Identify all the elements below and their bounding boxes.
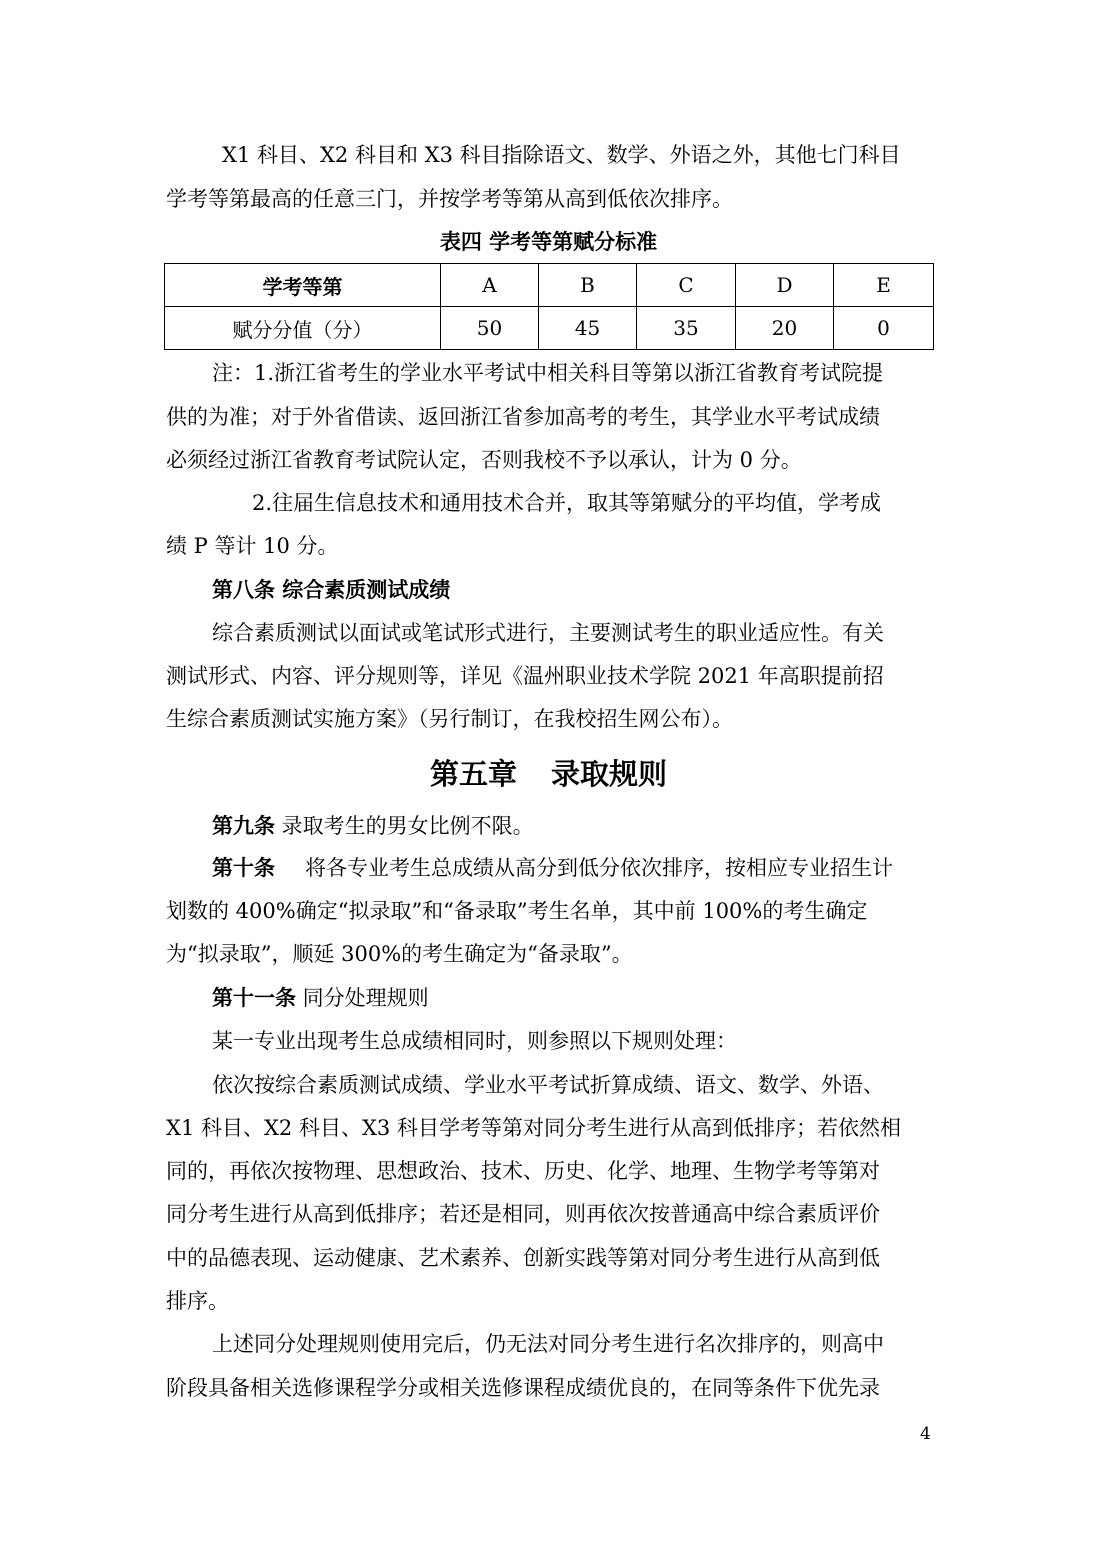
- chapter-title: 录取规则: [551, 757, 668, 791]
- article10-line3: 为“拟录取”，顺延 300%的考生确定为“备录取”。: [166, 942, 633, 966]
- article11-p2-line6: 排序。: [166, 1289, 229, 1313]
- article11-p3-line2: 阶段具备相关选修课程学分或相关选修课程成绩优良的，在同等条件下优先录: [166, 1376, 880, 1400]
- article11-p1: 某一专业出现考生总成绩相同时，则参照以下规则处理：: [212, 1029, 737, 1053]
- table-header-cell: A: [441, 264, 539, 307]
- article9-text: 录取考生的男女比例不限。: [275, 814, 534, 838]
- page-number: 4: [920, 1424, 931, 1444]
- article11-heading: [212, 983, 429, 1013]
- table-cell: 45: [539, 307, 637, 350]
- table-header-cell: 学考等第: [165, 264, 441, 307]
- para1-line1: X1 科目、X2 科目和 X3 科目指除语文、数学、外语之外，其他七门科目: [222, 143, 901, 167]
- table-header-cell: D: [736, 264, 834, 307]
- article9: [212, 811, 534, 841]
- article8-title: 第八条 综合素质测试成绩: [212, 577, 451, 602]
- article11-text: 同分处理规则: [296, 986, 429, 1010]
- note1-line3: 必须经过浙江省教育考试院认定，否则我校不予以承认，计为 0 分。: [166, 448, 802, 472]
- table-header-cell: E: [834, 264, 934, 307]
- note1-line2: 供的为准；对于外省借读、返回浙江省参加高考的考生，其学业水平考试成绩: [166, 405, 880, 429]
- article10-line1-row: [212, 853, 893, 883]
- article11-p2-line3: 同的，再依次按物理、思想政治、技术、历史、化学、地理、生物学考等第对: [166, 1159, 880, 1183]
- article11-p2-line1: 依次按综合素质测试成绩、学业水平考试折算成绩、语文、数学、外语、: [212, 1073, 884, 1097]
- article10-line1: 将各专业考生总成绩从高分到低分依次排序，按相应专业招生计: [305, 856, 893, 880]
- table-cell: 赋分分值（分）: [165, 307, 441, 350]
- article9-label: 第九条: [212, 813, 275, 838]
- article10-label: 第十条: [212, 855, 275, 880]
- table-cell: 35: [637, 307, 736, 350]
- chapter-number: 第五章: [429, 757, 517, 791]
- note2-line1: 2.往届生信息技术和通用技术合并，取其等第赋分的平均值，学考成: [252, 491, 882, 515]
- article11-p2-line4: 同分考生进行从高到低排序；若还是相同，则再依次按普通高中综合素质评价: [166, 1202, 880, 1226]
- table-cell: 20: [736, 307, 834, 350]
- table-header-cell: B: [539, 264, 637, 307]
- grade-score-table: [164, 263, 934, 350]
- article11-label: 第十一条: [212, 985, 296, 1010]
- table-row: [165, 307, 934, 350]
- article11-p3-line1: 上述同分处理规则使用完后，仍无法对同分考生进行名次排序的，则高中: [212, 1332, 884, 1356]
- chapter-heading: [0, 754, 1097, 794]
- article8-line1: 综合素质测试以面试或笔试形式进行，主要测试考生的职业适应性。有关: [212, 621, 884, 645]
- article8-line2: 测试形式、内容、评分规则等，详见《温州职业技术学院 2021 年高职提前招: [166, 664, 884, 688]
- article8-line3: 生综合素质测试实施方案》（另行制订，在我校招生网公布）。: [166, 707, 733, 731]
- table-header-row: [165, 264, 934, 307]
- table4-caption: 表四 学考等第赋分标准: [439, 229, 658, 254]
- table-cell: 50: [441, 307, 539, 350]
- article10-line2: 划数的 400%确定“拟录取”和“备录取”考生名单，其中前 100%的考生确定: [166, 899, 868, 923]
- para1-line2: 学考等第最高的任意三门，并按学考等第从高到低依次排序。: [166, 187, 733, 211]
- article11-p2-line2: X1 科目、X2 科目、X3 科目学考等第对同分考生进行从高到低排序；若依然相: [166, 1116, 901, 1140]
- note1-line1: 注：1.浙江省考生的学业水平考试中相关科目等第以浙江省教育考试院提: [212, 361, 884, 385]
- table-cell: 0: [834, 307, 934, 350]
- table-header-cell: C: [637, 264, 736, 307]
- article11-p2-line5: 中的品德表现、运动健康、艺术素养、创新实践等第对同分考生进行从高到低: [166, 1246, 880, 1270]
- note2-line2: 绩 P 等计 10 分。: [166, 534, 339, 558]
